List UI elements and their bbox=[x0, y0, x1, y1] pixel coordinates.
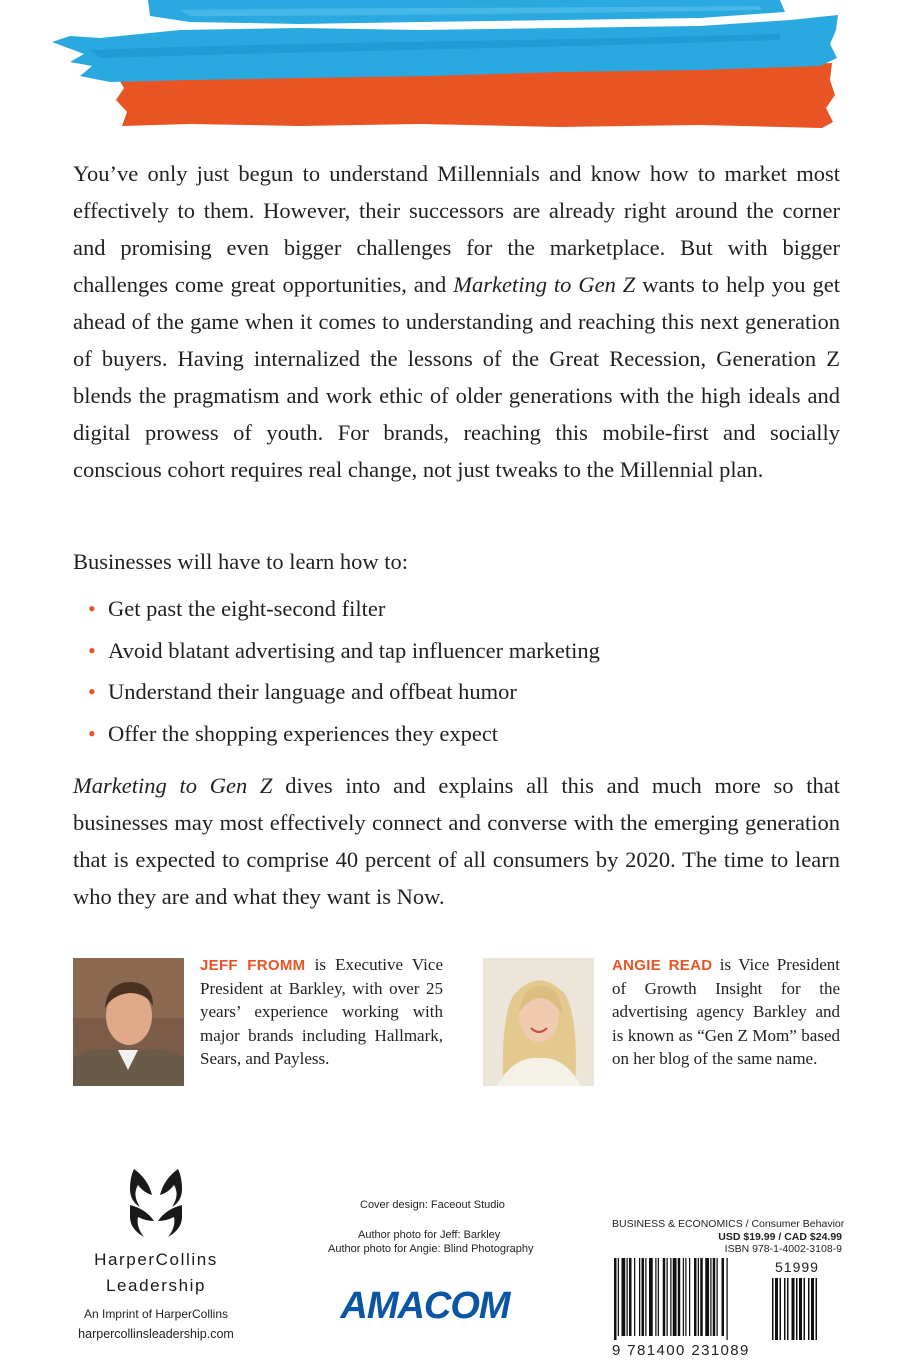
list-item bbox=[88, 715, 600, 757]
addon-barcode-bar bbox=[772, 1278, 774, 1340]
price-label: USD $19.99 / CAD $24.99 bbox=[718, 1230, 842, 1243]
author-bio-text: is Vice President of Growth Insight for the advertising agency Barkley and is known as “Gen Z Mom” based on her blog of the same name. bbox=[612, 955, 840, 1068]
publisher-name: HarperCollins bbox=[94, 1250, 218, 1269]
barcode-bar bbox=[727, 1258, 728, 1340]
bullet-dot: • bbox=[88, 720, 96, 746]
list-item bbox=[88, 673, 600, 715]
book-title-italic: Marketing to Gen Z bbox=[453, 272, 636, 297]
addon-barcode-bar bbox=[775, 1278, 778, 1340]
barcode-bar bbox=[705, 1258, 709, 1336]
barcode-bar bbox=[717, 1258, 718, 1336]
barcode-bar bbox=[655, 1258, 656, 1336]
addon-barcode-bar bbox=[792, 1278, 795, 1340]
barcode-bar bbox=[634, 1258, 635, 1336]
publisher-tagline: An Imprint of HarperCollins bbox=[83, 1307, 229, 1321]
barcode-bar bbox=[694, 1258, 697, 1336]
bullet-text: Offer the shopping experiences they expect bbox=[108, 720, 499, 746]
author-name: JEFF FROMM bbox=[200, 957, 306, 974]
author-name: ANGIE READ bbox=[612, 957, 713, 974]
isbn-label: ISBN 978-1-4002-3108-9 bbox=[724, 1243, 842, 1255]
barcode-bar bbox=[645, 1258, 646, 1336]
publisher-url: harpercollinsleadership.com bbox=[78, 1327, 234, 1341]
publisher-imprint-line: Leadership bbox=[105, 1276, 207, 1295]
addon-barcode-bar bbox=[796, 1278, 798, 1340]
bullet-dot: • bbox=[88, 637, 96, 663]
barcode-bar bbox=[698, 1258, 699, 1336]
bullet-text: Avoid blatant advertising and tap influencer marketing bbox=[108, 637, 600, 663]
addon-barcode-bar bbox=[780, 1278, 782, 1340]
barcode-bar bbox=[627, 1258, 628, 1336]
author-bio-jeff bbox=[200, 953, 443, 1070]
addon-barcode-bar bbox=[811, 1278, 814, 1340]
barcode-bar bbox=[642, 1258, 645, 1336]
barcode-bar bbox=[614, 1258, 617, 1340]
addon-barcode-bar bbox=[784, 1278, 786, 1340]
barcode-block bbox=[612, 1218, 845, 1359]
barcode-bar bbox=[618, 1258, 619, 1336]
skills-bullet-list bbox=[88, 590, 600, 756]
addon-barcode-bar bbox=[816, 1278, 818, 1340]
list-item bbox=[88, 590, 600, 632]
barcode-bar bbox=[710, 1258, 711, 1336]
author-bio-text: is Executive Vice President at Barkley, with over 25 years’ experience working with major brands including Hallmark, Sears, and Payless. bbox=[200, 955, 443, 1068]
addon-barcode-bar bbox=[799, 1278, 802, 1340]
addon-barcode-bar bbox=[808, 1278, 810, 1340]
barcode-bar bbox=[667, 1258, 668, 1336]
barcode-bar bbox=[639, 1258, 640, 1336]
bisac-category: BUSINESS & ECONOMICS / Consumer Behavior bbox=[612, 1218, 845, 1230]
photo-credit-jeff: Author photo for Jeff: Barkley bbox=[358, 1229, 501, 1241]
barcode-bar bbox=[713, 1258, 716, 1336]
addon-barcode-bar bbox=[787, 1278, 789, 1340]
cover-design-credit: Cover design: Faceout Studio bbox=[360, 1199, 505, 1211]
barcode-bar bbox=[673, 1258, 677, 1336]
desc-segment: You’ve only just begun to understand Millennials and know how to market most effectively to them. However, their successors are already right around the corner and promising even bigger challenges for the marketplace. But with bigger challenges come great opportunities, and bbox=[73, 161, 840, 297]
author-photo-angie bbox=[483, 958, 594, 1086]
bullet-text: Get past the eight-second filter bbox=[108, 596, 386, 621]
barcode-bar bbox=[685, 1258, 686, 1336]
barcode-bar bbox=[629, 1258, 632, 1336]
desc-segment: dives into and explains all this and much more so that businesses may most effectively connect and converse with the emerging generation that is expected to comprise 40 percent of all consumers by 2020. The time to learn who they are and what they want is Now. bbox=[73, 773, 840, 909]
barcode-bar bbox=[670, 1258, 671, 1336]
paint-brush-strokes bbox=[0, 0, 907, 135]
bullet-dot: • bbox=[88, 679, 96, 704]
description-paragraph-2 bbox=[73, 767, 840, 915]
barcode-bar bbox=[683, 1258, 684, 1336]
author-photo-jeff bbox=[73, 958, 184, 1086]
bullet-text: Understand their language and offbeat humor bbox=[108, 679, 517, 704]
desc-segment: wants to help you get ahead of the game when it comes to understanding and reaching this next generation of buyers. Having internalized the lessons of the Great Recession, Generation Z blends the pragmatism and work ethic of older generations with the high ideals and digital prowess of youth. For brands, reaching this mobile-first and socially conscious cohort requires real change, not just tweaks to the Millennial plan. bbox=[73, 272, 840, 482]
book-title-italic: Marketing to Gen Z bbox=[73, 773, 273, 798]
bullet-dot: • bbox=[88, 596, 96, 621]
publisher-block bbox=[60, 1165, 252, 1341]
author-bio-angie bbox=[612, 953, 840, 1070]
photo-credit-angie: Author photo for Angie: Blind Photography bbox=[328, 1243, 534, 1255]
price-code: 51999 bbox=[775, 1259, 819, 1275]
barcode-bar bbox=[700, 1258, 703, 1336]
barcode-bar bbox=[722, 1258, 725, 1336]
barcode-bar bbox=[622, 1258, 626, 1336]
barcode-bar bbox=[663, 1258, 666, 1336]
barcode-bar bbox=[678, 1258, 681, 1336]
barcode-bar bbox=[689, 1258, 690, 1336]
isbn-digits: 9 781400 231089 bbox=[612, 1342, 750, 1359]
harpercollins-fire-water-icon bbox=[126, 1165, 186, 1245]
description-paragraph-1 bbox=[73, 155, 840, 488]
list-item bbox=[88, 632, 600, 674]
barcode-bar bbox=[649, 1258, 653, 1336]
bullet-intro: Businesses will have to learn how to: bbox=[73, 549, 408, 574]
addon-barcode-bar bbox=[804, 1278, 806, 1340]
barcode-bar bbox=[658, 1258, 659, 1336]
amacom-logo: AMACOM bbox=[340, 1285, 510, 1327]
